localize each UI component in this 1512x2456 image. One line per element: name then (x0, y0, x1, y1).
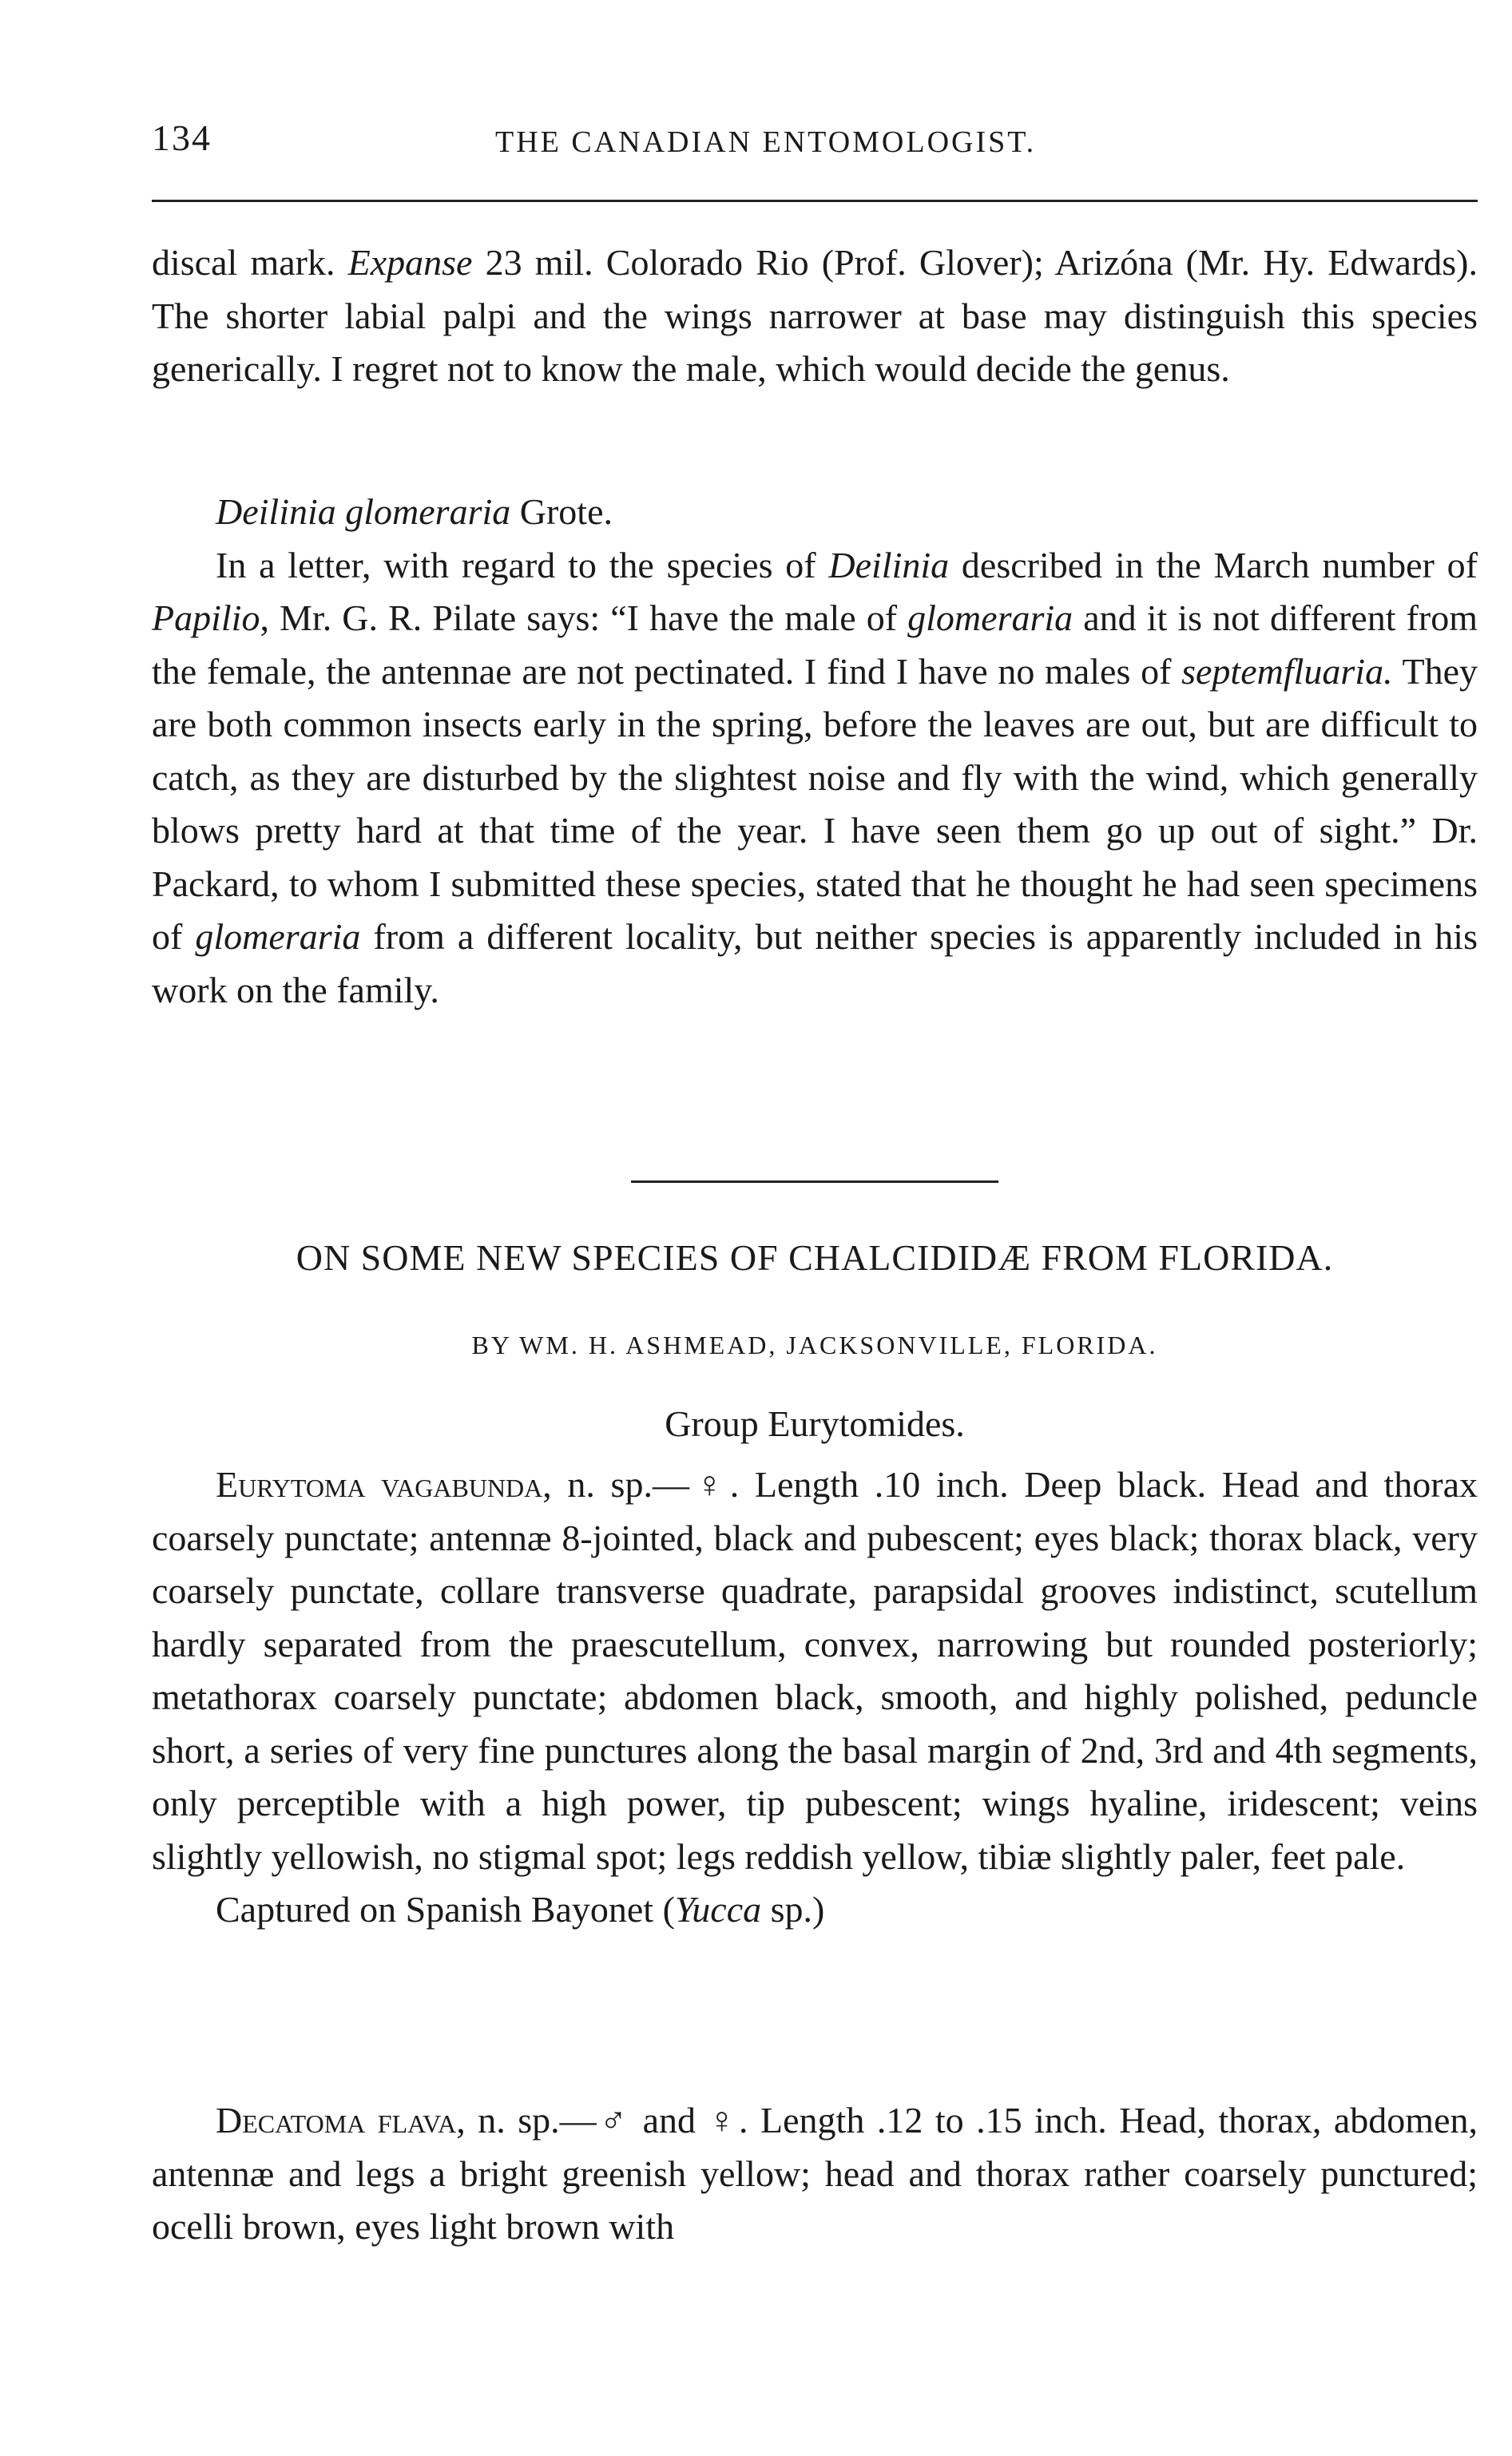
italic-term: glomeraria (195, 916, 361, 957)
text-run: from a different locality, but neither species is apparently included in his work on the family. (152, 916, 1478, 1010)
decatoma-description (152, 2094, 1478, 2254)
italic-term: septemfluaria. (1181, 650, 1393, 692)
text-run: sp.) (761, 1889, 825, 1930)
article-title: ON SOME NEW SPECIES OF CHALCIDIDÆ FROM FLORIDA. (296, 1237, 1334, 1278)
text-run: Captured on Spanish Bayonet ( (216, 1889, 675, 1930)
group-heading: Group Eurytomides. (665, 1403, 965, 1444)
italic-term: Expanse (347, 242, 473, 283)
eurytoma-section (152, 1458, 1478, 1937)
article-byline: BY WM. H. ASHMEAD, JACKSONVILLE, FLORIDA. (471, 1331, 1158, 1359)
page-header (152, 117, 1478, 181)
species-name: Eurytoma vagabunda (216, 1464, 543, 1505)
text-run: discal mark. (152, 242, 348, 283)
page-number: 134 (152, 117, 212, 158)
eurytoma-description (152, 1458, 1478, 1883)
section-divider (631, 1180, 998, 1183)
species-name: Decatoma flava (216, 2100, 457, 2141)
italic-term: Yucca (674, 1889, 762, 1930)
text-run: , Mr. G. R. Pilate says: “I have the male of (260, 597, 908, 638)
running-title: THE CANADIAN ENTOMOLOGIST. (495, 125, 1037, 159)
deilinia-section (152, 486, 1478, 1017)
text-run: They are both common insects early in the spring, before the leaves are out, but are difficult to catch, as they are disturbed by the slightest noise and fly with the wind, which generally blows pretty hard at that time of the year. I have seen them go up out of sight.” Dr. Packard, to whom I submitted these species, stated that he thought he had seen specimens of (152, 650, 1478, 957)
italic-term: Deilinia (828, 544, 950, 585)
continuation-paragraph (152, 236, 1478, 396)
text-run: and it is not different from the female, the antennae are not pectinated. I find I have no males of (152, 597, 1478, 692)
text-run: , n. sp.—♂ and ♀. Length .12 to .15 inch. Head, thorax, abdomen, antennæ and legs a bright greenish yellow; head and thorax rather coarsely punctured; ocelli brown, eyes light brown with (152, 2100, 1478, 2247)
eurytoma-capture-note (152, 1883, 1478, 1937)
decatoma-section (152, 2094, 1478, 2254)
text-run: 23 mil. Colorado Rio (Prof. Glover); Arizóna (Mr. Hy. Edwards). The shorter labial palpi and the wings narrower at base may distinguish this species generically. I regret not to know the male, which would decide the genus. (152, 242, 1478, 389)
text-run: In a letter, with regard to the species of (216, 544, 829, 585)
deilinia-paragraph (152, 539, 1478, 1018)
text-run: described in the March number of (949, 544, 1478, 585)
header-rule (152, 200, 1478, 202)
species-heading (152, 486, 1478, 539)
species-author: Grote. (510, 491, 613, 532)
text-run: , n. sp.—♀. Length .10 inch. Deep black. Head and thorax coarsely punctate; antennæ 8-jointed, black and pubescent; eyes black; thorax black, very coarsely punctate, collare transverse quadrate, parapsidal grooves indistinct, scutellum hardly separated from the praescutellum, convex, narrowing but rounded posteriorly; metathorax coarsely punctate; abdomen black, smooth, and highly polished, peduncle short, a series of very fine punctures along the basal margin of 2nd, 3rd and 4th segments, only perceptible with a high power, tip pubescent; wings hyaline, iridescent; veins slightly yellowish, no stigmal spot; legs reddish yellow, tibiæ slightly paler, feet pale. (152, 1464, 1478, 1877)
italic-term: glomeraria (907, 597, 1073, 638)
species-name: Deilinia glomeraria (216, 491, 511, 532)
italic-term: Papilio (152, 597, 260, 638)
